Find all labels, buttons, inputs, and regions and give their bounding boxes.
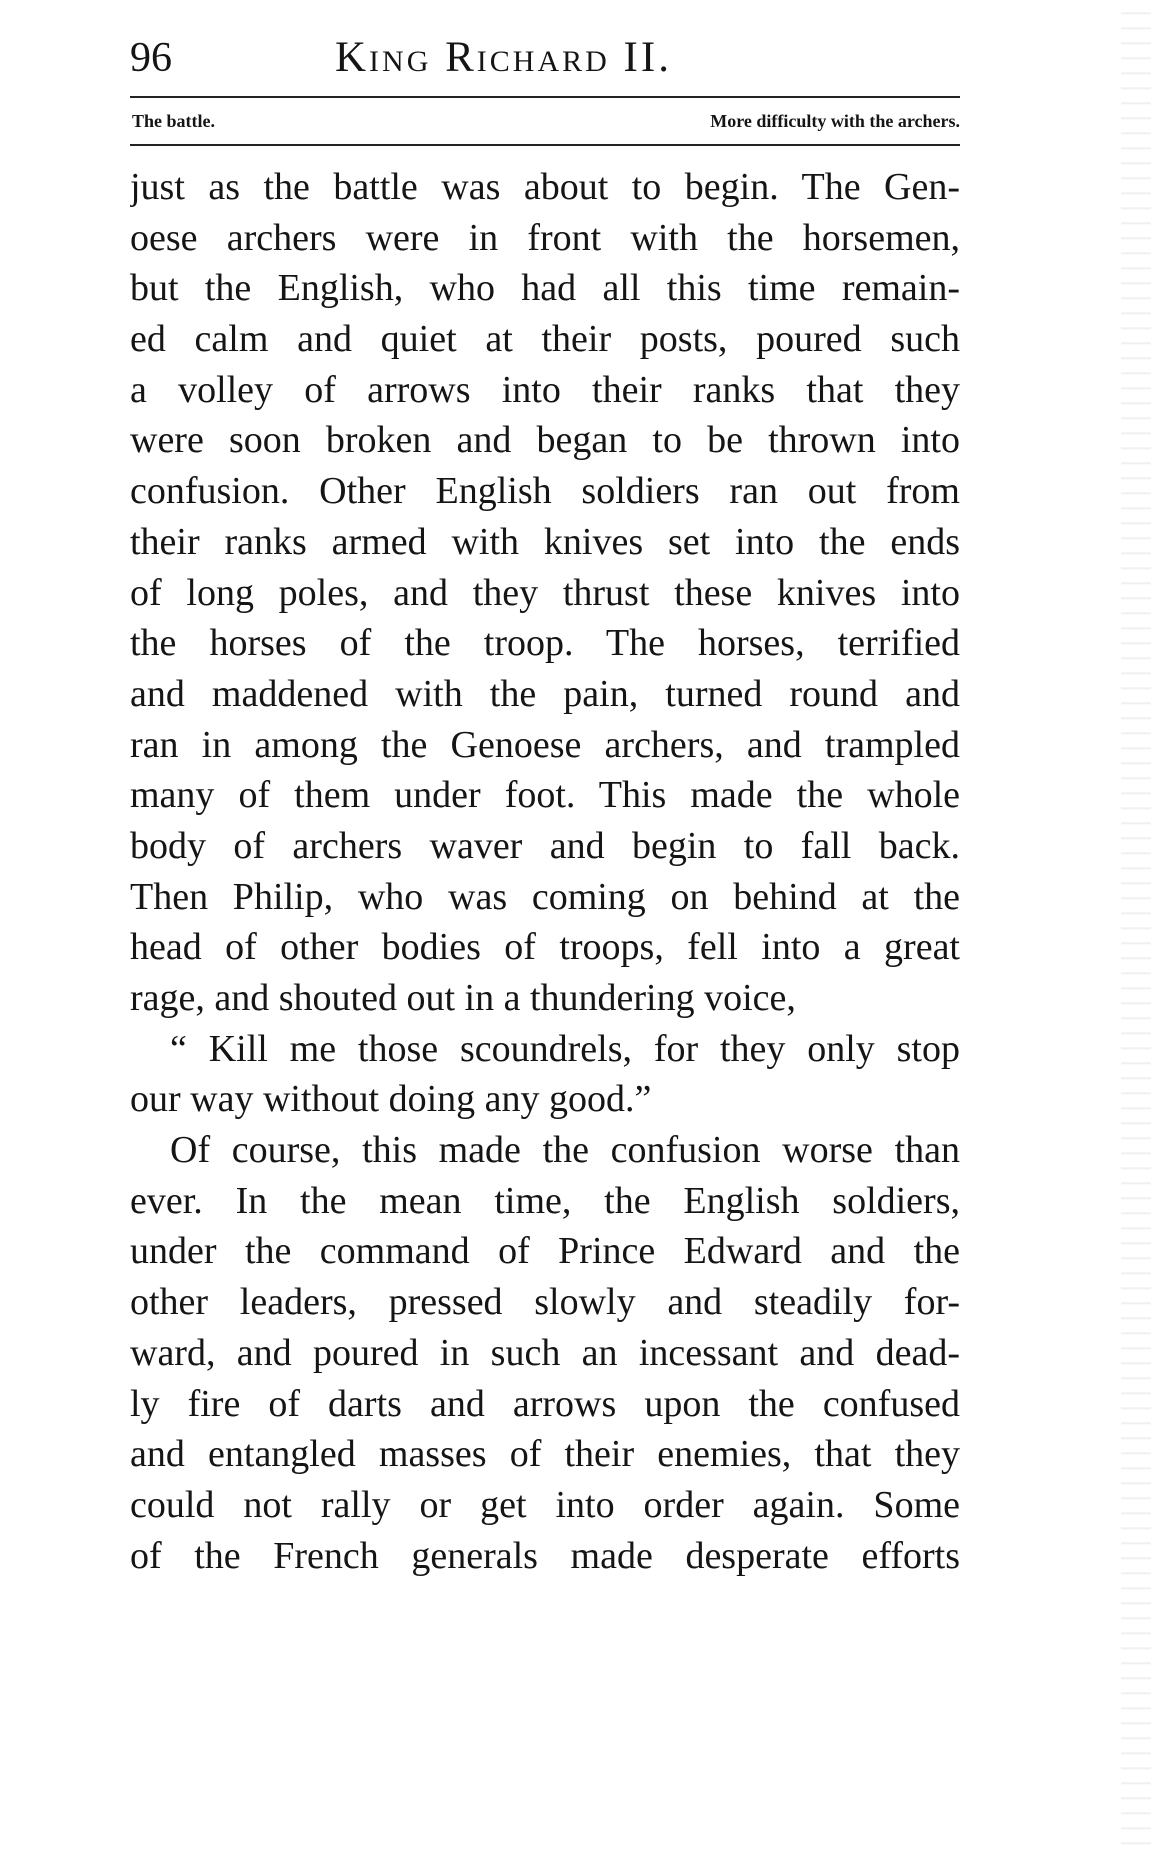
text-line: body of archers waver and begin to fall back. [130, 824, 960, 867]
body-text [130, 162, 960, 1581]
text-line: ward, and poured in such an incessant and dead- [130, 1331, 960, 1374]
text-line: ran in among the Genoese archers, and trampled [130, 723, 960, 766]
text-line: their ranks armed with knives set into the ends [130, 520, 960, 563]
text-line: were soon broken and began to be thrown into [130, 419, 960, 462]
text-line: could not rally or get into order again. Some [130, 1483, 960, 1526]
text-line: ed calm and quiet at their posts, poured such [130, 318, 960, 361]
text-line: of the French generals made desperate efforts [130, 1534, 960, 1577]
text-line: our way without doing any good.” [130, 1078, 652, 1121]
text-line: confusion. Other English soldiers ran out from [130, 470, 960, 513]
margin-note-left: The battle. [132, 111, 215, 131]
text-line: under the command of Prince Edward and the [130, 1230, 960, 1273]
text-line: and entangled masses of their enemies, that they [130, 1433, 960, 1476]
bottom-rule [130, 144, 960, 146]
text-line: of long poles, and they thrust these knives into [130, 571, 960, 614]
text-line: head of other bodies of troops, fell into a great [130, 926, 960, 969]
text-line: ever. In the mean time, the English soldiers, [130, 1179, 960, 1222]
top-rule [130, 96, 960, 98]
text-line: but the English, who had all this time remain- [130, 267, 960, 310]
text-line: ly fire of darts and arrows upon the confused [130, 1382, 960, 1425]
text-line: “ Kill me those scoundrels, for they only stop [170, 1027, 960, 1070]
text-line: Then Philip, who was coming on behind at the [130, 875, 960, 918]
running-title: King Richard II. [335, 34, 672, 81]
scan-edge-marks [1121, 0, 1151, 1851]
text-line: Of course, this made the confusion worse than [170, 1129, 960, 1172]
margin-note-right: More difficulty with the archers. [710, 111, 960, 131]
text-line: oese archers were in front with the horsemen, [130, 216, 960, 259]
text-line: rage, and shouted out in a thundering voice, [130, 977, 796, 1019]
running-header [130, 28, 960, 88]
text-line: and maddened with the pain, turned round and [130, 672, 960, 715]
text-line: many of them under foot. This made the whole [130, 774, 960, 817]
text-line: a volley of arrows into their ranks that they [130, 368, 960, 411]
text-line: just as the battle was about to begin. The Gen- [130, 166, 960, 208]
text-line: other leaders, pressed slowly and steadily for- [130, 1281, 960, 1324]
page-number: 96 [130, 35, 172, 81]
text-line: the horses of the troop. The horses, terrified [130, 622, 960, 665]
margin-notes [130, 104, 960, 138]
